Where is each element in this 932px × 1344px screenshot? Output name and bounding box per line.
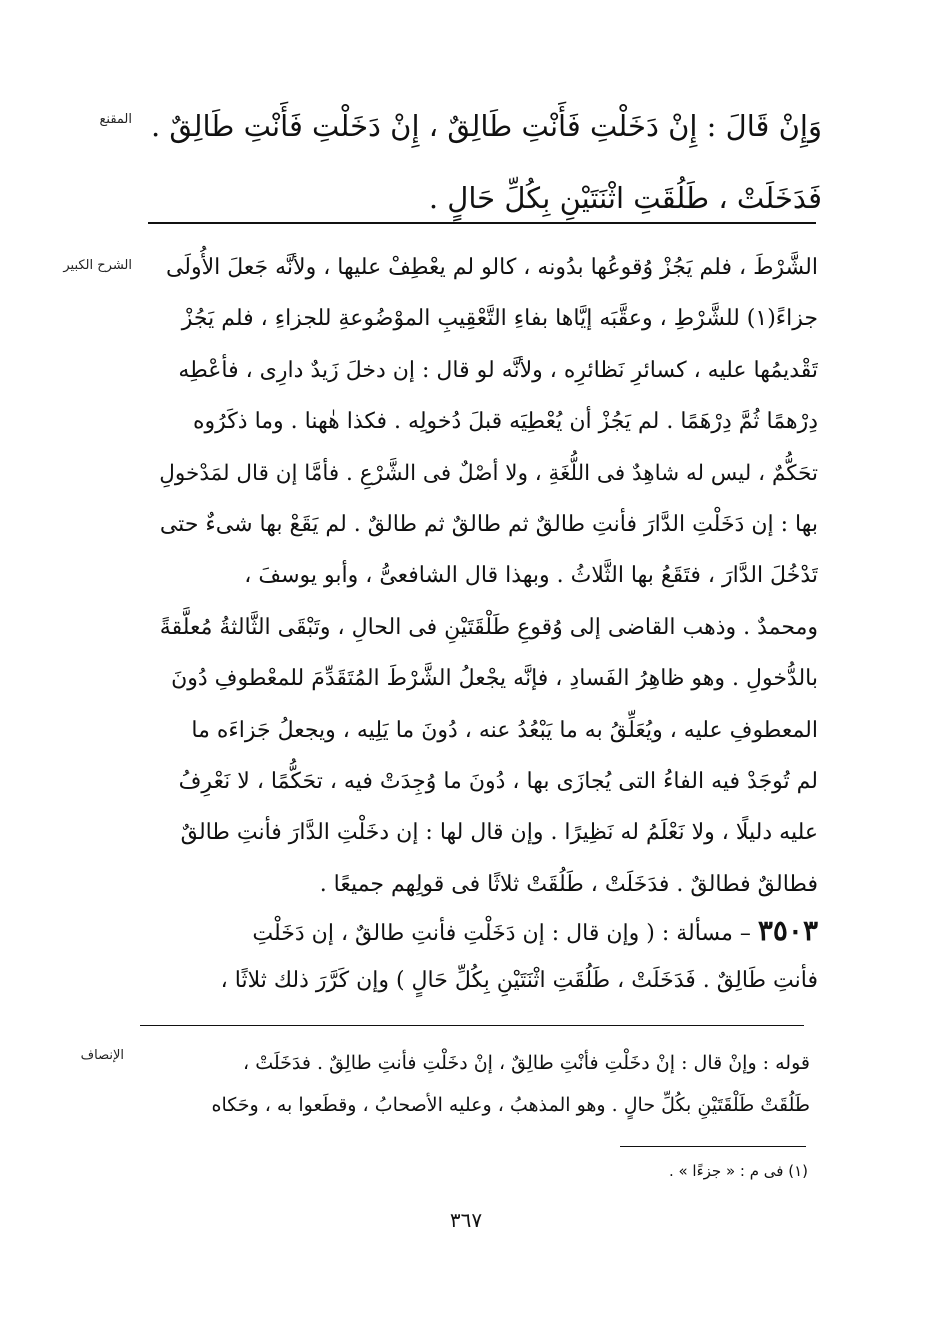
muqni-text: [150, 90, 822, 234]
masala-line: فأنتِ طَالِقٌ . فَدَخَلَتْ ، طَلُقَتِ اثْنَتَيْنِ بِكُلِّ حَالٍ ) وإن كَرَّرَ ذلك ثلاثًا ،: [220, 968, 818, 993]
section-divider: [140, 1025, 804, 1026]
footnote-divider: [620, 1146, 806, 1147]
sharh-line: تَقْديمُها عليه ، كسائرِ نَظائرِه ، ولأنَّه لو قال : إن دخلَ زَيدٌ دارِى ، فأعْطِه: [178, 357, 818, 383]
footnote: (١) فى م : « جزءًا » .: [668, 1162, 808, 1180]
sharh-line: لم تُوجَدْ فيه الفاءُ التى يُجازَى بها ، دُونَ ما وُجِدَتْ فيه ، تحَكُّمًا ، لا نَعْرِفُ: [178, 768, 818, 794]
sharh-line: تَدْخُلَ الدَّارَ ، فتَقَعُ بها الثَّلاثُ . وبهذا قال الشافعىُّ ، وأبو يوسفَ ،: [244, 563, 818, 589]
insaf-line: طَلُقَتْ طَلْقَتَيْنِ بكُلِّ حالٍ . وهو المذهبُ ، وعليه الأصحابُ ، وقطَعوا به ، وحَكاه: [211, 1094, 810, 1116]
sharh-line: عليه دليلًا ، ولا نَعْلَمُ له نَظِيرًا . وإن قال لها : إن دخَلْتِ الدَّارَ فأنتِ طالقٌ: [180, 820, 818, 846]
sharh-line: فطالقٌ فطالقٌ . فدَخَلَتْ ، طَلُقَتْ ثلاثًا فى قولِهم جميعًا .: [319, 871, 818, 897]
side-label-sharh: الشرح الكبير: [63, 258, 132, 273]
masala-line: [150, 906, 818, 956]
sharh-line: المعطوفِ عليه ، ويُعَلِّقُ به ما يَبْعُدُ عنه ، دُونَ ما يَلِيه ، ويجعلُ جَزاءَه ما: [191, 717, 818, 743]
section-divider: [148, 222, 816, 224]
masala-text: [150, 906, 818, 1006]
masala-line-rest: – مسألة : ( وإن قال : إن دَخَلْتِ فأنتِ طالقٌ ، إن دَخَلْتِ: [252, 921, 751, 946]
sharh-line: بالدُّخولِ . وهو ظاهِرُ الفَسادِ ، فإنَّه يجْعلُ الشَّرْطَ المُتَقَدِّمَ للمعْطوفِ دُونَ: [171, 666, 818, 692]
page-number: ٣٦٧: [449, 1208, 483, 1232]
side-label-insaf: الإنصاف: [80, 1048, 124, 1063]
muqni-line: وَإِنْ قَالَ : إِنْ دَخَلْتِ فَأَنْتِ طَالِقٌ ، إِنْ دَخَلْتِ فَأَنْتِ طَالِقٌ .: [150, 109, 822, 143]
sharh-text: [150, 242, 818, 910]
sharh-line: دِرْهمًا ثُمَّ دِرْهَمًا . لم يَجُزْ أن يُعْطِيَه قبلَ دُخولِه . فكذا هٰهنا . وما ذكَرُوه: [193, 409, 818, 435]
insaf-text: [150, 1042, 810, 1126]
sharh-line: تحَكُّمٌ ، ليس له شاهِدٌ فى اللُّغَةِ ، ولا أصْلٌ فى الشَّرْعِ . فأمَّا إن قال لمَدْخولِ: [159, 460, 818, 486]
sharh-line: جزاءً(١) للشَّرْطِ ، وعقَّبَه إيَّاها بفاءِ التَّعْقِيبِ الموْضُوعةِ للجزاءِ ، فلم يَجُزْ: [181, 306, 818, 332]
side-label-muqni: المقنع: [99, 112, 132, 127]
insaf-line: قوله : وإنْ قال : إنْ دخَلْتِ فأنْتِ طالِقٌ ، إنْ دخَلْتِ فأنتِ طالِقٌ . فدَخَلَتْ ،: [243, 1052, 810, 1074]
sharh-line: الشَّرْطَ ، فلم يَجُزْ وُقوعُها بدُونه ، كالو لم يعْطِفْ عليها ، ولأنَّه جَعلَ الأُولَى: [165, 255, 818, 280]
sharh-line: ومحمدٌ . وذهب القاضى إلى وُقوعِ طَلْقَتَيْنِ فى الحالِ ، وتَبْقَى الثَّالثةُ مُعلَّقةً: [159, 614, 818, 640]
sharh-line: بها : إن دَخَلْتِ الدَّارَ فأنتِ طالقٌ ثم طالقٌ ثم طالقٌ . لم يَقَعْ بها شىءٌ حتى: [159, 511, 818, 537]
masala-number: ٣٥٠٣: [757, 914, 818, 947]
muqni-line: فَدَخَلَتْ ، طَلُقَتِ اثْنَتَيْنِ بِكُلِّ حَالٍ .: [428, 181, 822, 215]
